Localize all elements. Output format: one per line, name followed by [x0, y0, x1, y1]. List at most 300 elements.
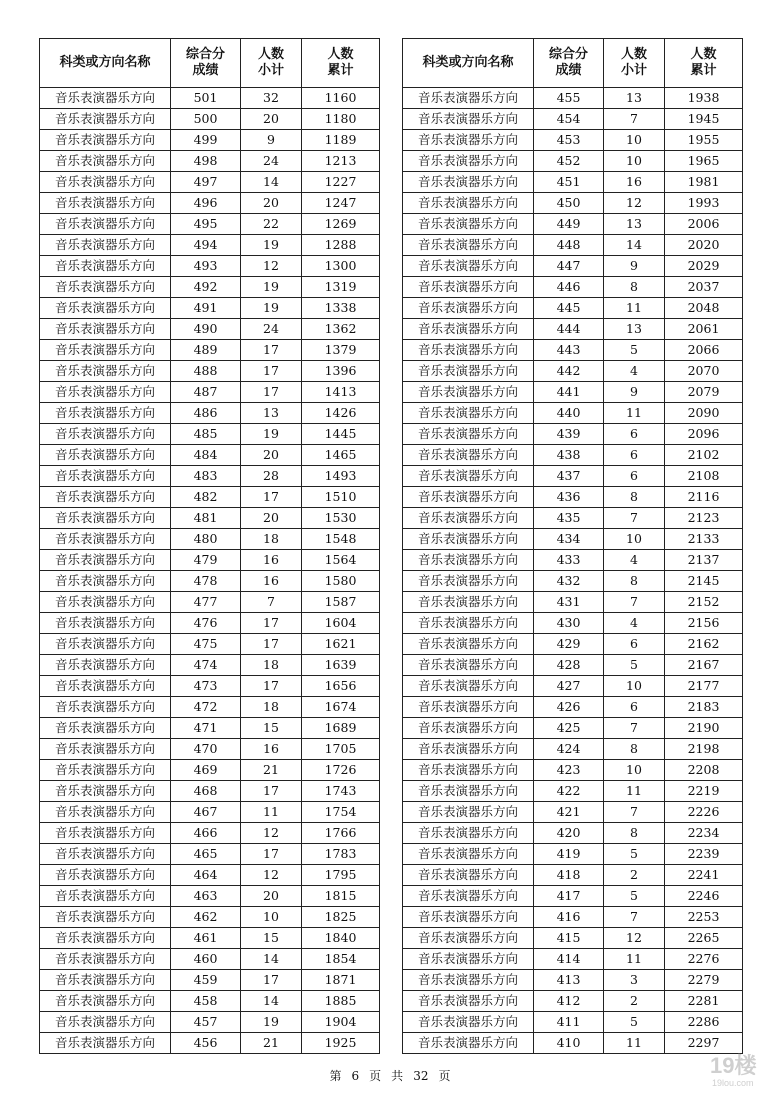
cell-program-name: 音乐表演器乐方向 [403, 235, 534, 256]
cell-score: 493 [171, 256, 241, 277]
cell-score: 478 [171, 571, 241, 592]
cell-cumulative: 2029 [665, 256, 743, 277]
cell-score: 459 [171, 970, 241, 991]
header-cum-line1: 人数 [690, 47, 717, 62]
cell-score: 447 [534, 256, 604, 277]
cell-score: 467 [171, 802, 241, 823]
cell-program-name: 音乐表演器乐方向 [403, 508, 534, 529]
table-row [40, 1012, 380, 1033]
cell-score: 473 [171, 676, 241, 697]
cell-cumulative: 1656 [302, 676, 380, 697]
cell-score: 481 [171, 508, 241, 529]
table-row [40, 487, 380, 508]
cell-program-name: 音乐表演器乐方向 [40, 571, 171, 592]
score-table-right [402, 38, 743, 1054]
cell-count: 21 [241, 1033, 302, 1054]
table-row [403, 130, 743, 151]
cell-program-name: 音乐表演器乐方向 [40, 172, 171, 193]
cell-cumulative: 1815 [302, 886, 380, 907]
cell-cumulative: 1338 [302, 298, 380, 319]
cell-cumulative: 2198 [665, 739, 743, 760]
cell-score: 442 [534, 361, 604, 382]
cell-count: 9 [241, 130, 302, 151]
cell-cumulative: 2090 [665, 403, 743, 424]
cell-score: 491 [171, 298, 241, 319]
cell-count: 17 [241, 361, 302, 382]
table-row [403, 739, 743, 760]
cell-score: 455 [534, 88, 604, 109]
cell-program-name: 音乐表演器乐方向 [403, 172, 534, 193]
cell-score: 437 [534, 466, 604, 487]
cell-program-name: 音乐表演器乐方向 [40, 382, 171, 403]
cell-program-name: 音乐表演器乐方向 [40, 697, 171, 718]
cell-count: 6 [604, 445, 665, 466]
table-row [40, 214, 380, 235]
cell-cumulative: 2102 [665, 445, 743, 466]
score-table-left [39, 38, 380, 1054]
table-row [403, 487, 743, 508]
table-row [40, 697, 380, 718]
cell-score: 416 [534, 907, 604, 928]
cell-program-name: 音乐表演器乐方向 [40, 424, 171, 445]
cell-program-name: 音乐表演器乐方向 [40, 718, 171, 739]
table-row [403, 928, 743, 949]
cell-count: 8 [604, 571, 665, 592]
cell-score: 474 [171, 655, 241, 676]
cell-program-name: 音乐表演器乐方向 [403, 340, 534, 361]
table-row [403, 760, 743, 781]
cell-count: 17 [241, 970, 302, 991]
cell-count: 20 [241, 109, 302, 130]
cell-count: 11 [604, 298, 665, 319]
cell-count: 8 [604, 739, 665, 760]
cell-count: 7 [604, 592, 665, 613]
cell-cumulative: 2234 [665, 823, 743, 844]
cell-cumulative: 1319 [302, 277, 380, 298]
cell-count: 12 [604, 193, 665, 214]
cell-score: 429 [534, 634, 604, 655]
cell-score: 479 [171, 550, 241, 571]
cell-cumulative: 1300 [302, 256, 380, 277]
cell-cumulative: 2070 [665, 361, 743, 382]
table-row [40, 130, 380, 151]
table-row [40, 760, 380, 781]
cell-count: 8 [604, 823, 665, 844]
table-row [40, 865, 380, 886]
cell-cumulative: 2133 [665, 529, 743, 550]
cell-program-name: 音乐表演器乐方向 [40, 109, 171, 130]
table-row [40, 235, 380, 256]
cell-score: 484 [171, 445, 241, 466]
watermark-brand: 19楼 [710, 1053, 757, 1078]
table-row [40, 991, 380, 1012]
cell-count: 12 [241, 865, 302, 886]
cell-cumulative: 1945 [665, 109, 743, 130]
cell-cumulative: 2116 [665, 487, 743, 508]
cell-program-name: 音乐表演器乐方向 [403, 256, 534, 277]
cell-program-name: 音乐表演器乐方向 [40, 319, 171, 340]
footer-page-number: 6 [351, 1069, 360, 1083]
cell-cumulative: 1925 [302, 1033, 380, 1054]
cell-program-name: 音乐表演器乐方向 [40, 865, 171, 886]
table-row [403, 613, 743, 634]
table-row [403, 382, 743, 403]
cell-cumulative: 2096 [665, 424, 743, 445]
cell-score: 454 [534, 109, 604, 130]
cell-program-name: 音乐表演器乐方向 [403, 823, 534, 844]
table-row [403, 718, 743, 739]
cell-cumulative: 1445 [302, 424, 380, 445]
cell-cumulative: 2241 [665, 865, 743, 886]
cell-count: 12 [241, 256, 302, 277]
cell-score: 448 [534, 235, 604, 256]
cell-program-name: 音乐表演器乐方向 [40, 256, 171, 277]
cell-cumulative: 1766 [302, 823, 380, 844]
table-row [40, 109, 380, 130]
table-row [403, 319, 743, 340]
cell-cumulative: 1530 [302, 508, 380, 529]
cell-count: 19 [241, 235, 302, 256]
cell-count: 17 [241, 340, 302, 361]
cell-cumulative: 1938 [665, 88, 743, 109]
cell-program-name: 音乐表演器乐方向 [403, 928, 534, 949]
table-row [40, 739, 380, 760]
table-row [40, 445, 380, 466]
cell-score: 441 [534, 382, 604, 403]
cell-program-name: 音乐表演器乐方向 [40, 487, 171, 508]
cell-program-name: 音乐表演器乐方向 [40, 193, 171, 214]
cell-cumulative: 2190 [665, 718, 743, 739]
cell-score: 475 [171, 634, 241, 655]
table-row [403, 508, 743, 529]
cell-program-name: 音乐表演器乐方向 [403, 193, 534, 214]
cell-cumulative: 1993 [665, 193, 743, 214]
header-count-line1: 人数 [620, 47, 647, 62]
table-row [403, 697, 743, 718]
footer-suffix: 页 [438, 1069, 451, 1083]
cell-program-name: 音乐表演器乐方向 [403, 991, 534, 1012]
cell-cumulative: 2276 [665, 949, 743, 970]
cell-count: 16 [241, 550, 302, 571]
cell-program-name: 音乐表演器乐方向 [40, 277, 171, 298]
table-row [403, 634, 743, 655]
cell-score: 411 [534, 1012, 604, 1033]
table-row [403, 844, 743, 865]
cell-count: 17 [241, 613, 302, 634]
cell-score: 457 [171, 1012, 241, 1033]
cell-cumulative: 1465 [302, 445, 380, 466]
cell-count: 5 [604, 655, 665, 676]
watermark-domain: 19lou.com [712, 1078, 754, 1088]
cell-score: 472 [171, 697, 241, 718]
cell-program-name: 音乐表演器乐方向 [40, 88, 171, 109]
cell-program-name: 音乐表演器乐方向 [403, 1033, 534, 1054]
header-count-line1: 人数 [257, 47, 284, 62]
header-score-line1: 综合分 [185, 47, 225, 62]
table-row [40, 802, 380, 823]
cell-score: 427 [534, 676, 604, 697]
cell-count: 19 [241, 424, 302, 445]
header-score-line1: 综合分 [548, 47, 588, 62]
cell-program-name: 音乐表演器乐方向 [403, 277, 534, 298]
cell-cumulative: 1269 [302, 214, 380, 235]
table-row [40, 1033, 380, 1054]
cell-score: 436 [534, 487, 604, 508]
cell-cumulative: 2177 [665, 676, 743, 697]
cell-count: 6 [604, 466, 665, 487]
table-row [403, 970, 743, 991]
cell-count: 5 [604, 340, 665, 361]
cell-cumulative: 1227 [302, 172, 380, 193]
cell-count: 18 [241, 697, 302, 718]
cell-program-name: 音乐表演器乐方向 [40, 592, 171, 613]
cell-score: 422 [534, 781, 604, 802]
cell-program-name: 音乐表演器乐方向 [403, 739, 534, 760]
cell-count: 10 [604, 529, 665, 550]
cell-program-name: 音乐表演器乐方向 [403, 403, 534, 424]
cell-score: 468 [171, 781, 241, 802]
table-row [40, 340, 380, 361]
table-row [40, 907, 380, 928]
table-row [403, 109, 743, 130]
cell-cumulative: 2048 [665, 298, 743, 319]
cell-score: 449 [534, 214, 604, 235]
cell-score: 456 [171, 1033, 241, 1054]
cell-score: 425 [534, 718, 604, 739]
cell-program-name: 音乐表演器乐方向 [403, 445, 534, 466]
cell-program-name: 音乐表演器乐方向 [403, 907, 534, 928]
cell-count: 10 [604, 760, 665, 781]
cell-count: 14 [604, 235, 665, 256]
cell-count: 11 [241, 802, 302, 823]
cell-score: 420 [534, 823, 604, 844]
cell-score: 424 [534, 739, 604, 760]
cell-count: 11 [604, 403, 665, 424]
cell-score: 470 [171, 739, 241, 760]
table-row [40, 949, 380, 970]
cell-program-name: 音乐表演器乐方向 [403, 655, 534, 676]
cell-count: 13 [241, 403, 302, 424]
cell-score: 413 [534, 970, 604, 991]
cell-program-name: 音乐表演器乐方向 [40, 550, 171, 571]
cell-score: 494 [171, 235, 241, 256]
cell-score: 417 [534, 886, 604, 907]
table-row [403, 529, 743, 550]
cell-cumulative: 2145 [665, 571, 743, 592]
cell-program-name: 音乐表演器乐方向 [403, 781, 534, 802]
cell-cumulative: 2226 [665, 802, 743, 823]
table-row [40, 634, 380, 655]
cell-count: 15 [241, 718, 302, 739]
table-row [403, 949, 743, 970]
cell-count: 8 [604, 277, 665, 298]
cell-score: 458 [171, 991, 241, 1012]
cell-count: 13 [604, 88, 665, 109]
table-row [40, 319, 380, 340]
table-row [40, 529, 380, 550]
table-row [403, 466, 743, 487]
cell-count: 16 [604, 172, 665, 193]
cell-score: 464 [171, 865, 241, 886]
cell-count: 6 [604, 697, 665, 718]
cell-cumulative: 1674 [302, 697, 380, 718]
cell-cumulative: 1160 [302, 88, 380, 109]
cell-program-name: 音乐表演器乐方向 [403, 949, 534, 970]
table-row [403, 1033, 743, 1054]
cell-score: 430 [534, 613, 604, 634]
cell-count: 11 [604, 1033, 665, 1054]
cell-count: 7 [604, 802, 665, 823]
cell-score: 443 [534, 340, 604, 361]
cell-score: 492 [171, 277, 241, 298]
cell-score: 465 [171, 844, 241, 865]
cell-cumulative: 1825 [302, 907, 380, 928]
cell-cumulative: 1580 [302, 571, 380, 592]
table-row [40, 298, 380, 319]
footer-total-label: 共 [391, 1069, 404, 1083]
cell-count: 8 [604, 487, 665, 508]
cell-program-name: 音乐表演器乐方向 [40, 529, 171, 550]
cell-program-name: 音乐表演器乐方向 [40, 445, 171, 466]
cell-cumulative: 1604 [302, 613, 380, 634]
cell-cumulative: 1871 [302, 970, 380, 991]
cell-score: 451 [534, 172, 604, 193]
cell-count: 10 [604, 151, 665, 172]
cell-count: 24 [241, 151, 302, 172]
cell-cumulative: 1726 [302, 760, 380, 781]
header-cumulative [302, 39, 380, 88]
cell-program-name: 音乐表演器乐方向 [40, 1012, 171, 1033]
cell-count: 10 [604, 130, 665, 151]
cell-score: 476 [171, 613, 241, 634]
cell-cumulative: 2286 [665, 1012, 743, 1033]
cell-score: 495 [171, 214, 241, 235]
table-row [40, 655, 380, 676]
header-count-line2: 小计 [620, 63, 647, 78]
cell-count: 22 [241, 214, 302, 235]
cell-program-name: 音乐表演器乐方向 [403, 88, 534, 109]
cell-cumulative: 2137 [665, 550, 743, 571]
header-cum-line2: 累计 [690, 63, 717, 78]
table-row [403, 781, 743, 802]
table-row [40, 676, 380, 697]
table-row [403, 403, 743, 424]
cell-count: 19 [241, 298, 302, 319]
cell-score: 444 [534, 319, 604, 340]
cell-program-name: 音乐表演器乐方向 [403, 361, 534, 382]
cell-program-name: 音乐表演器乐方向 [403, 592, 534, 613]
cell-score: 432 [534, 571, 604, 592]
header-score [534, 39, 604, 88]
cell-count: 18 [241, 655, 302, 676]
cell-cumulative: 1247 [302, 193, 380, 214]
cell-program-name: 音乐表演器乐方向 [403, 634, 534, 655]
cell-program-name: 音乐表演器乐方向 [403, 571, 534, 592]
header-score-line2: 成绩 [555, 63, 582, 78]
cell-score: 440 [534, 403, 604, 424]
cell-cumulative: 1587 [302, 592, 380, 613]
cell-cumulative: 2006 [665, 214, 743, 235]
cell-cumulative: 2123 [665, 508, 743, 529]
cell-cumulative: 2253 [665, 907, 743, 928]
cell-score: 410 [534, 1033, 604, 1054]
header-cumulative [665, 39, 743, 88]
cell-cumulative: 1743 [302, 781, 380, 802]
cell-count: 2 [604, 991, 665, 1012]
cell-program-name: 音乐表演器乐方向 [40, 970, 171, 991]
table-row [403, 445, 743, 466]
cell-program-name: 音乐表演器乐方向 [403, 382, 534, 403]
table-row [403, 550, 743, 571]
cell-program-name: 音乐表演器乐方向 [403, 214, 534, 235]
cell-program-name: 音乐表演器乐方向 [403, 487, 534, 508]
cell-count: 10 [604, 676, 665, 697]
header-cum-line1: 人数 [327, 47, 354, 62]
cell-count: 7 [604, 508, 665, 529]
cell-program-name: 音乐表演器乐方向 [403, 424, 534, 445]
cell-count: 6 [604, 634, 665, 655]
table-row [40, 403, 380, 424]
cell-cumulative: 1189 [302, 130, 380, 151]
cell-program-name: 音乐表演器乐方向 [403, 613, 534, 634]
table-row [403, 1012, 743, 1033]
cell-cumulative: 2297 [665, 1033, 743, 1054]
table-row [40, 466, 380, 487]
cell-program-name: 音乐表演器乐方向 [40, 886, 171, 907]
cell-program-name: 音乐表演器乐方向 [40, 1033, 171, 1054]
cell-count: 17 [241, 844, 302, 865]
cell-score: 434 [534, 529, 604, 550]
table-row [403, 592, 743, 613]
cell-count: 12 [241, 823, 302, 844]
cell-program-name: 音乐表演器乐方向 [403, 760, 534, 781]
table-row [403, 361, 743, 382]
cell-score: 496 [171, 193, 241, 214]
table-row [40, 424, 380, 445]
cell-cumulative: 1795 [302, 865, 380, 886]
cell-cumulative: 1413 [302, 382, 380, 403]
cell-program-name: 音乐表演器乐方向 [40, 655, 171, 676]
table-row [403, 340, 743, 361]
cell-cumulative: 1288 [302, 235, 380, 256]
cell-count: 19 [241, 1012, 302, 1033]
cell-program-name: 音乐表演器乐方向 [40, 634, 171, 655]
table-row [403, 865, 743, 886]
cell-program-name: 音乐表演器乐方向 [403, 970, 534, 991]
table-row [403, 991, 743, 1012]
cell-program-name: 音乐表演器乐方向 [403, 844, 534, 865]
cell-count: 17 [241, 676, 302, 697]
cell-count: 9 [604, 256, 665, 277]
cell-score: 487 [171, 382, 241, 403]
cell-count: 15 [241, 928, 302, 949]
cell-program-name: 音乐表演器乐方向 [40, 298, 171, 319]
cell-cumulative: 2239 [665, 844, 743, 865]
cell-count: 5 [604, 886, 665, 907]
table-row [403, 424, 743, 445]
cell-program-name: 音乐表演器乐方向 [40, 361, 171, 382]
cell-count: 20 [241, 508, 302, 529]
cell-count: 7 [604, 109, 665, 130]
cell-score: 461 [171, 928, 241, 949]
cell-cumulative: 1754 [302, 802, 380, 823]
cell-count: 4 [604, 361, 665, 382]
table-row [403, 235, 743, 256]
cell-program-name: 音乐表演器乐方向 [403, 1012, 534, 1033]
cell-cumulative: 1362 [302, 319, 380, 340]
cell-score: 498 [171, 151, 241, 172]
header-count [241, 39, 302, 88]
